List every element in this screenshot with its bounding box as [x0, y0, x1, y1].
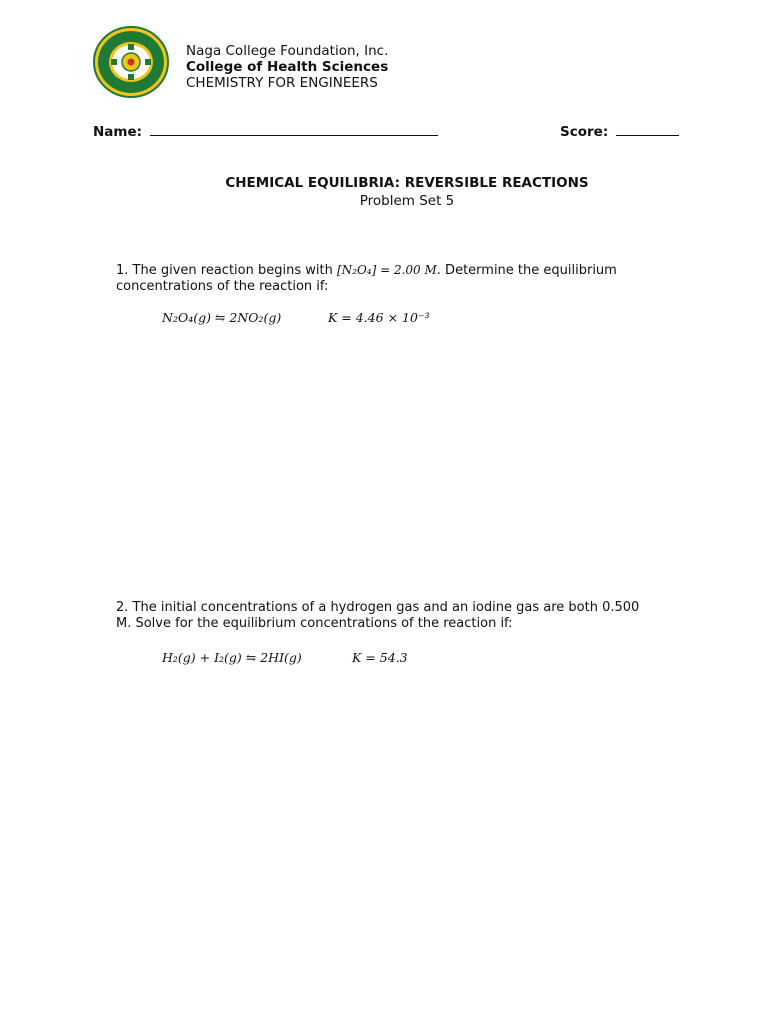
seal-icon: [92, 25, 170, 99]
question-2: [116, 600, 656, 632]
equilibrium-constant: K = 4.46 × 10⁻³: [328, 310, 430, 325]
equilibrium-constant: K = 54.3: [352, 650, 408, 665]
name-label: Name:: [93, 124, 143, 140]
question-number: 1.: [116, 263, 129, 278]
score-blank[interactable]: [616, 123, 679, 136]
score-field[interactable]: [560, 123, 679, 140]
question-text: The initial concentrations of a hydrogen gas and an iodine gas are both 0.500 M. Solve for the equilibrium concentrations of the reaction if:: [116, 600, 640, 631]
reaction-equation: H₂(g) + I₂(g) ⇋ 2HI(g): [162, 650, 302, 665]
question-text: The given reaction begins with: [132, 263, 333, 278]
question-1: [116, 262, 656, 295]
college-name: College of Health Sciences: [186, 59, 389, 75]
reaction-equation: N₂O₄(g) ⇋ 2NO₂(g): [162, 310, 282, 325]
page-subtitle: Problem Set 5: [359, 193, 455, 209]
initial-concentration: [N₂O₄] = 2.00 M: [336, 263, 437, 277]
org-name: Naga College Foundation, Inc.: [186, 43, 389, 59]
score-label: Score:: [560, 124, 609, 140]
question-number: 2.: [116, 600, 129, 615]
name-field[interactable]: [93, 123, 438, 140]
question-text: . Determine the equilibrium concentrations of the reaction if:: [116, 263, 617, 294]
college-logo: [92, 25, 170, 99]
page-title: CHEMICAL EQUILIBRIA: REVERSIBLE REACTIONS: [225, 175, 589, 191]
course-name: CHEMISTRY FOR ENGINEERS: [186, 75, 378, 91]
name-blank[interactable]: [150, 123, 438, 136]
